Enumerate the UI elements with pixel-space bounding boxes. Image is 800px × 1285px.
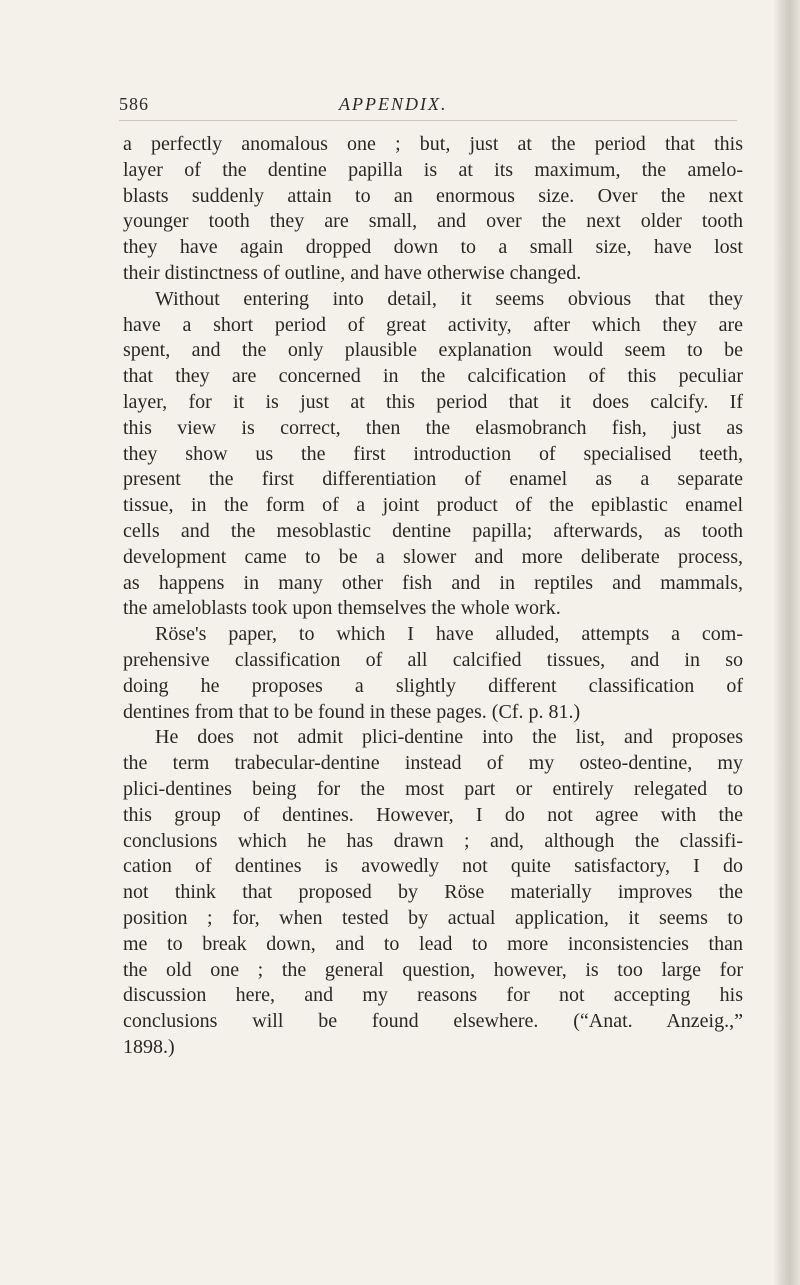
- text-line: cation of dentines is avowedly not quite satisfactory, I do: [123, 855, 743, 878]
- text-line: dentines from that to be found in these pages. (Cf. p. 81.): [123, 700, 581, 723]
- text-line: spent, and the only plausible explanation would seem to be: [123, 339, 743, 362]
- text-line: He does not admit plici-dentine into the list, and proposes: [155, 726, 743, 749]
- running-head: APPENDIX.: [339, 94, 448, 114]
- text-line: that they are concerned in the calcification of this peculiar: [123, 365, 743, 388]
- text-line: Röse's paper, to which I have alluded, attempts a com-: [155, 623, 743, 646]
- text-line: they show us the first introduction of specialised teeth,: [123, 442, 743, 465]
- text-line: discussion here, and my reasons for not accepting his: [123, 984, 743, 1007]
- text-line: conclusions which he has drawn ; and, although the classifi-: [123, 829, 743, 852]
- text-line: younger tooth they are small, and over the next older tooth: [123, 210, 743, 233]
- text-line: this view is correct, then the elasmobranch fish, just as: [123, 416, 743, 439]
- text-line: they have again dropped down to a small size, have lost: [123, 236, 743, 259]
- text-line: have a short period of great activity, after which they are: [123, 313, 743, 336]
- text-line: me to break down, and to lead to more inconsistencies than: [123, 932, 743, 955]
- text-line: the ameloblasts took upon themselves the whole work.: [123, 597, 561, 620]
- text-line: a perfectly anomalous one ; but, just at the period that this: [123, 133, 743, 155]
- text-line: doing he proposes a slightly different classification of: [123, 674, 743, 697]
- text-line: position ; for, when tested by actual application, it seems to: [123, 906, 743, 929]
- page-number: 586: [119, 94, 149, 114]
- page-edge: [774, 0, 800, 1285]
- text-line: not think that proposed by Röse materially improves the: [123, 881, 743, 904]
- text-line: as happens in many other fish and in reptiles and mammals,: [123, 571, 743, 594]
- text-line: plici-dentines being for the most part or entirely relegated to: [123, 777, 743, 800]
- text-line: the term trabecular-dentine instead of my osteo-dentine, my: [123, 752, 743, 775]
- text-line: prehensive classification of all calcified tissues, and in so: [123, 648, 743, 671]
- text-line: present the first differentiation of enamel as a separate: [123, 468, 743, 491]
- body-text: [123, 132, 743, 1061]
- text-line: cells and the mesoblastic dentine papilla; afterwards, as tooth: [123, 519, 743, 542]
- text-line: conclusions will be found elsewhere. (“Anat. Anzeig.,”: [123, 1010, 743, 1033]
- text-line: layer of the dentine papilla is at its maximum, the amelo-: [123, 158, 743, 181]
- text-line: the old one ; the general question, however, is too large for: [123, 958, 743, 981]
- text-line: development came to be a slower and more deliberate process,: [123, 545, 743, 568]
- text-line: layer, for it is just at this period that it does calcify. If: [123, 390, 743, 413]
- page-header: [119, 94, 737, 121]
- text-line: their distinctness of outline, and have otherwise changed.: [123, 261, 582, 284]
- text-line: 1898.): [123, 1035, 175, 1058]
- text-line: Without entering into detail, it seems obvious that they: [155, 287, 743, 310]
- text-line: tissue, in the form of a joint product of the epiblastic enamel: [123, 494, 743, 517]
- text-line: blasts suddenly attain to an enormous size. Over the next: [123, 184, 743, 207]
- text-line: this group of dentines. However, I do not agree with the: [123, 803, 743, 826]
